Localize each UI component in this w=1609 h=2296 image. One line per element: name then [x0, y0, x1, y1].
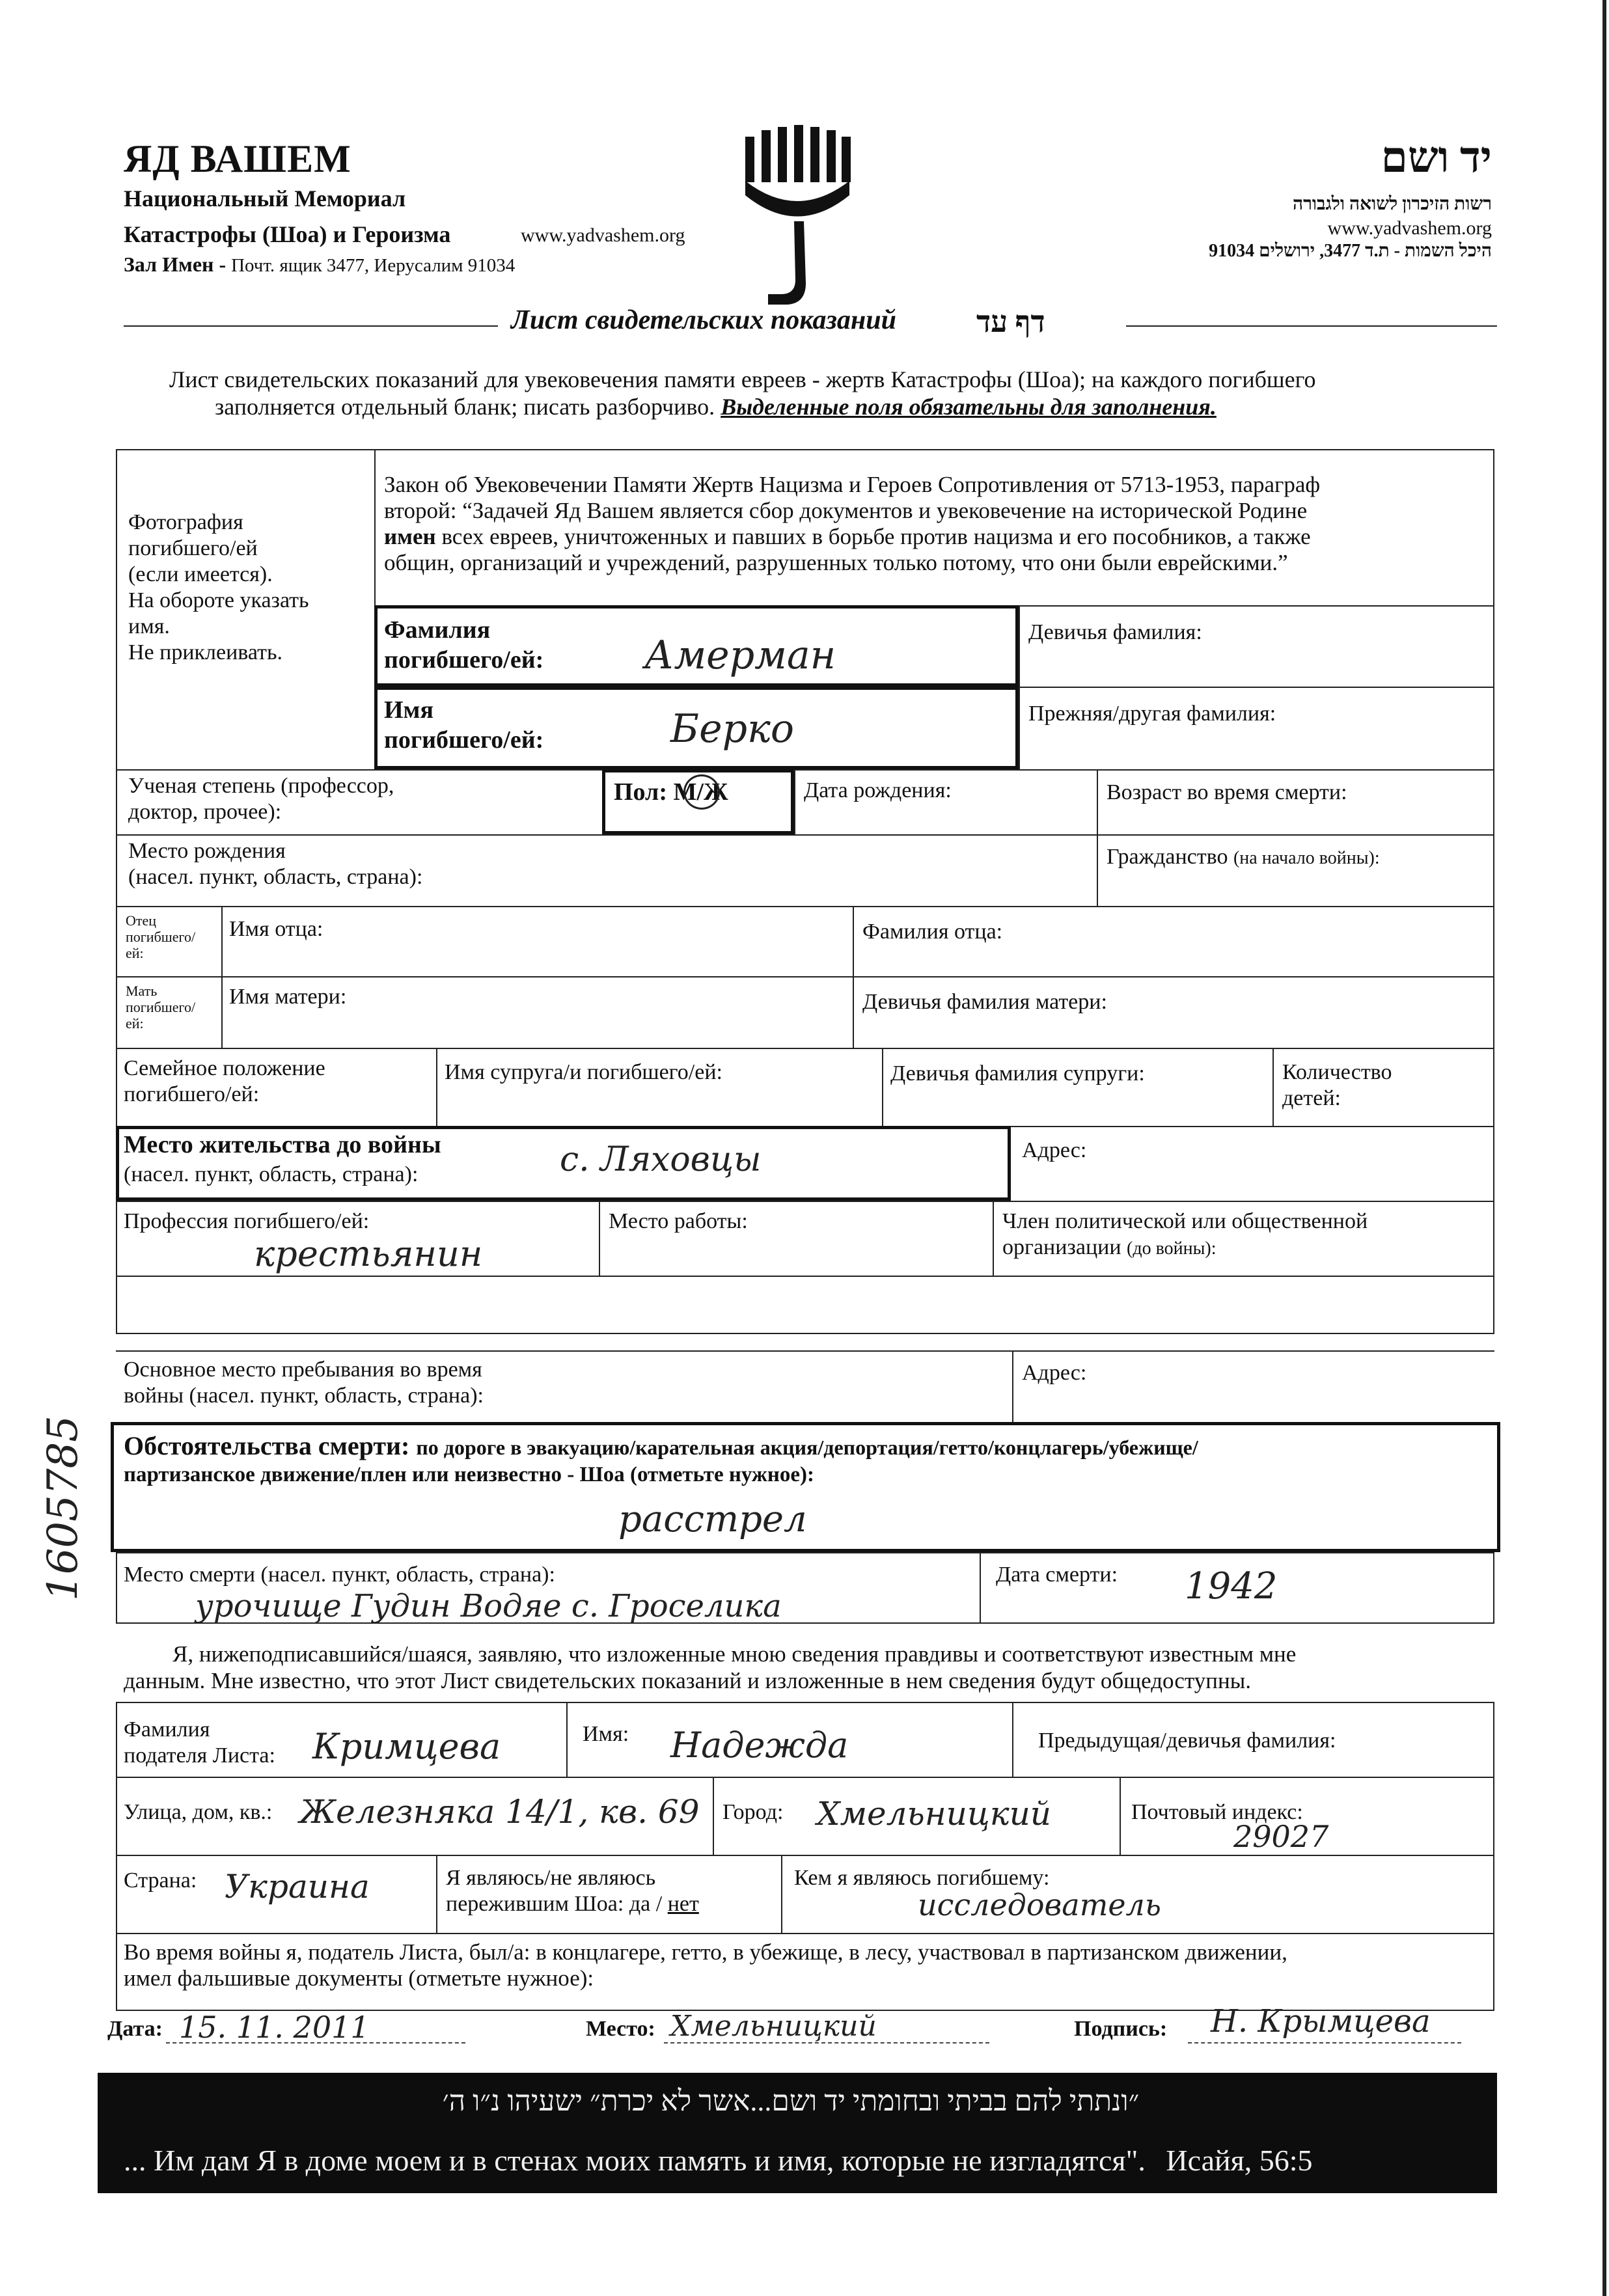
submitter-prev-label: Предыдущая/девичья фамилия:	[1038, 1729, 1336, 1753]
member-label-line: Член политической или общественной	[1002, 1209, 1368, 1233]
prev-name-label: Прежняя/другая фамилия:	[1028, 702, 1276, 726]
rule	[1019, 605, 1020, 769]
firstname-label	[384, 695, 543, 755]
rule	[116, 1855, 1494, 1856]
wartime-submitter-line: Во время войны я, податель Листа, был/а: в концлагере, гетто, в убежище, в лесу, участвовал в партизанском движении,	[124, 1939, 1287, 1965]
residence-label: Место жительства до войны	[124, 1131, 441, 1158]
rule	[599, 1201, 600, 1276]
signature-line	[1188, 2042, 1461, 2043]
mother-side-line: Мать	[126, 983, 158, 999]
rule	[1097, 769, 1098, 834]
hall-label: Зал Имен -	[124, 253, 227, 276]
rule	[1097, 834, 1098, 906]
banner-ref: Исайя, 56:5	[1166, 2144, 1313, 2177]
rule	[713, 1777, 714, 1855]
org-line2-ru: Катастрофы (Шоа) и Героизма	[124, 221, 451, 247]
father-side-label	[126, 912, 195, 961]
website-he[interactable]: www.yadvashem.org	[1327, 217, 1492, 239]
rule	[436, 1855, 437, 1933]
photo-note-line: погибшего/ей	[128, 536, 258, 560]
survivor-no-option[interactable]: нет	[667, 1892, 699, 1916]
birthplace-label-line: Место рождения	[128, 839, 286, 863]
firstname-value: Берко	[670, 706, 794, 752]
survivor-label-line: пережившим Шоа:	[446, 1892, 624, 1916]
surname-label-line: Фамилия	[384, 616, 491, 644]
mother-name-label: Имя матери:	[229, 985, 347, 1009]
law-line: второй: “Задачей Яд Вашем является сбор документов и увековечение на исторической Родине	[384, 498, 1308, 523]
degree-label-line: Ученая степень (профессор,	[128, 774, 394, 798]
wartime-label-line: войны (насел. пункт, область, страна):	[124, 1384, 484, 1408]
wartime-label-line: Основное место пребывания во время	[124, 1358, 482, 1382]
father-side-line: погибшего/	[126, 929, 196, 945]
wartime-address-label: Адрес:	[1022, 1361, 1087, 1385]
law-text	[384, 472, 1484, 576]
birthplace-label-line: (насел. пункт, область, страна):	[128, 865, 423, 889]
death-date-value: 1942	[1185, 1565, 1278, 1607]
rule	[1272, 1048, 1274, 1126]
degree-label-line: доктор, прочее):	[128, 800, 282, 824]
children-label-line: детей:	[1282, 1086, 1341, 1110]
declaration-line: Я, нижеподписавшийся/шаяся, заявляю, что изложенные мною сведения правдивы и соответствуют известным мне	[172, 1641, 1297, 1667]
rule	[116, 1350, 1494, 1352]
submitter-name-label: Имя:	[583, 1722, 629, 1746]
residence-value: с. Ляховцы	[560, 1140, 762, 1179]
country-value: Украина	[225, 1868, 370, 1906]
city-label: Город:	[722, 1800, 784, 1824]
residence-address-label: Адрес:	[1022, 1138, 1087, 1162]
profession-label: Профессия погибшего/ей:	[124, 1209, 370, 1233]
birthplace-label	[128, 838, 422, 890]
date-value: 15. 11. 2011	[179, 2010, 370, 2045]
father-side-line: ей:	[126, 945, 144, 961]
rule	[566, 1702, 568, 1777]
declaration	[172, 1641, 1296, 1667]
org-line1-ru: Национальный Мемориал	[124, 185, 406, 212]
rule	[116, 769, 1494, 771]
death-circ-text1: по дороге в эвакуацию/карательная акция/депортация/гетто/концлагерь/убежище/	[416, 1436, 1198, 1459]
children-label-line: Количество	[1282, 1060, 1392, 1084]
city-value: Хмельницкий	[817, 1795, 1051, 1833]
quote-banner	[98, 2073, 1497, 2193]
photo-note	[128, 510, 369, 666]
law-line-rest: всех евреев, уничтоженных и павших в борьбе против нацизма и его пособников, а также	[441, 524, 1311, 549]
age-label: Возраст во время смерти:	[1107, 780, 1347, 804]
survivor-separator: /	[655, 1892, 663, 1916]
firstname-label-line: погибшего/ей:	[384, 726, 544, 754]
website-link[interactable]: www.yadvashem.org	[521, 225, 685, 246]
maiden-name-label: Девичья фамилия:	[1028, 620, 1202, 644]
wartime-label	[124, 1357, 484, 1409]
law-line	[384, 524, 1484, 550]
intro-plain: заполняется отдельный бланк; писать разборчиво.	[215, 394, 721, 420]
org-line1-he: רשות הזיכרון לשואה ולגבורה	[1292, 194, 1492, 214]
death-place-label: Место смерти (насел. пункт, область, страна):	[124, 1563, 555, 1587]
marital-label-line: погибшего/ей:	[124, 1082, 260, 1106]
survivor-label-line: Я являюсь/не являюсь	[446, 1866, 656, 1890]
spouse-maiden-label: Девичья фамилия супруги:	[890, 1061, 1145, 1086]
surname-value: Амерман	[644, 633, 836, 678]
member-label	[1002, 1209, 1368, 1262]
org-title-ru: ЯД ВАШЕМ	[124, 137, 351, 180]
declaration-2	[124, 1668, 1251, 1694]
declaration-line: данным. Мне известно, что этот Лист свидетельских показаний и изложенные в нем сведения будут общедоступны.	[124, 1668, 1251, 1693]
law-line: Закон об Увековечении Памяти Жертв Нацизма и Героев Сопротивления от 5713-1953, параграф	[384, 472, 1321, 497]
sex-label: Пол: М/Ж	[614, 778, 728, 806]
surname-label-line: погибшего/ей:	[384, 646, 544, 674]
wartime-submitter-line: имел фальшивые документы (отметьте нужное):	[124, 1965, 594, 1991]
intro-line1: Лист свидетельских показаний для увековечения памяти евреев - жертв Катастрофы (Шоа); на каждого погибшего	[169, 366, 1316, 392]
rule	[882, 1048, 883, 1126]
dob-label: Дата рождения:	[804, 778, 952, 802]
rule	[116, 1048, 1494, 1049]
children-label	[1282, 1059, 1392, 1112]
rule	[116, 976, 1494, 977]
place-label: Место:	[586, 2017, 655, 2041]
margin-number: 1605785	[39, 1415, 87, 1601]
mother-side-label	[126, 983, 195, 1032]
street-value: Железняка 14/1, кв. 69	[299, 1793, 700, 1831]
rule	[116, 1933, 1494, 1934]
law-line: общин, организаций и учреждений, разрушенных только потому, что они были еврейскими.”	[384, 550, 1288, 575]
rule	[1012, 1702, 1013, 1777]
death-circ-line1	[124, 1430, 1198, 1461]
member-note: (до войны):	[1127, 1238, 1217, 1259]
relation-label: Кем я являюсь погибшему:	[794, 1866, 1050, 1890]
marital-label	[124, 1056, 325, 1108]
rule	[436, 1048, 437, 1126]
photo-note-line: Не приклеивать.	[128, 640, 282, 664]
hall-address: Почт. ящик 3477, Иерусалим 91034	[231, 255, 516, 276]
rule	[116, 834, 1494, 836]
rule	[1019, 687, 1494, 688]
intro-emphasis: Выделенные поля обязательны для заполнения.	[721, 394, 1217, 420]
marital-label-line: Семейное положение	[124, 1056, 325, 1080]
title-rule-left	[124, 325, 498, 327]
sex-selected-circle-icon	[683, 774, 720, 810]
zip-value: 29027	[1233, 1819, 1329, 1854]
survivor-yes-option[interactable]: да	[629, 1892, 651, 1916]
father-name-label: Имя отца:	[229, 917, 323, 941]
zip-label: Почтовый индекс:	[1131, 1800, 1303, 1824]
submitter-surname-value: Кримцева	[312, 1726, 501, 1767]
father-surname-label: Фамилия отца:	[862, 920, 1003, 944]
banner-he-line: ״ונתתי להם בביתי ובחומתי יד ושם...אשר לא יכרת״ ישעיהו נ״ו ה׳	[442, 2085, 1140, 2117]
photo-note-line: (если имеется).	[128, 562, 273, 586]
degree-label	[128, 773, 394, 825]
org-title-he: יד ושם	[1381, 134, 1492, 182]
signature-value: Н. Крымцева	[1211, 2003, 1431, 2040]
relation-value: исследователь	[918, 1887, 1161, 1922]
menorah-logo-icon	[742, 124, 853, 306]
death-place-value: урочище Гудин Водяе с. Гроселика	[195, 1588, 782, 1624]
mother-maiden-label: Девичья фамилия матери:	[862, 990, 1107, 1014]
title-rule-right	[1126, 325, 1497, 327]
death-circ-label: Обстоятельства смерти:	[124, 1431, 410, 1460]
banner-ru-text: ... Им дам Я в доме моем и в стенах моих память и имя, которые не изгладятся".	[124, 2144, 1146, 2177]
mother-side-line: ей:	[126, 1015, 144, 1032]
rule	[794, 769, 795, 834]
citizenship-text: Гражданство	[1107, 845, 1228, 869]
surname-label	[384, 615, 543, 675]
form-title: Лист свидетельских показаний	[511, 305, 896, 335]
submitter-surname-label	[124, 1717, 275, 1769]
signature-label: Подпись:	[1074, 2017, 1168, 2041]
submitter-surname-line: Фамилия	[124, 1717, 210, 1742]
rule	[116, 1201, 1494, 1202]
citizenship-label	[1107, 844, 1380, 871]
survivor-label	[446, 1865, 699, 1917]
banner-ru-line	[124, 2143, 1313, 2178]
profession-value: крестьянин	[254, 1233, 483, 1274]
page-edge-right	[1602, 0, 1606, 2296]
rule	[781, 1855, 782, 1933]
spouse-name-label: Имя супруга/и погибшего/ей:	[445, 1060, 722, 1084]
firstname-label-line: Имя	[384, 696, 433, 724]
street-label: Улица, дом, кв.:	[124, 1800, 273, 1824]
mother-side-line: погибшего/	[126, 999, 196, 1015]
rule	[993, 1201, 994, 1276]
photo-note-line: На обороте указать	[128, 588, 309, 612]
residence-sub: (насел. пункт, область, страна):	[124, 1162, 419, 1186]
photo-note-line: имя.	[128, 614, 170, 638]
father-side-line: Отец	[126, 912, 157, 929]
rule	[1012, 1350, 1013, 1422]
org-line3-he: היכל השמות - ת.ד 3477, ירושלים 91034	[1209, 241, 1492, 261]
submitter-name-value: Надежда	[670, 1725, 849, 1766]
date-label: Дата:	[107, 2017, 163, 2041]
death-circ-value: расстрел	[618, 1498, 807, 1540]
rule	[980, 1552, 981, 1624]
form-title-he: דף עד	[976, 305, 1045, 338]
member-label-org: организации	[1002, 1235, 1121, 1259]
workplace-label: Место работы:	[609, 1209, 748, 1233]
intro-line2	[215, 394, 1217, 420]
place-value: Хмельницкий	[670, 2010, 877, 2043]
rule	[116, 1276, 1494, 1277]
rule	[116, 906, 1494, 907]
wartime-submitter	[124, 1939, 1287, 1991]
photo-note-line: Фотография	[128, 510, 243, 534]
rule	[1120, 1777, 1121, 1855]
rule	[116, 1777, 1494, 1778]
death-date-label: Дата смерти:	[996, 1563, 1118, 1587]
law-bold-word: имен	[384, 524, 436, 549]
citizenship-note: (на начало войны):	[1233, 848, 1380, 868]
country-label: Страна:	[124, 1868, 197, 1893]
death-circ-line2: партизанское движение/плен или неизвестно - Шоа (отметьте нужное):	[124, 1463, 814, 1486]
submitter-surname-line: подателя Листа:	[124, 1743, 275, 1768]
hall-line	[124, 253, 515, 277]
